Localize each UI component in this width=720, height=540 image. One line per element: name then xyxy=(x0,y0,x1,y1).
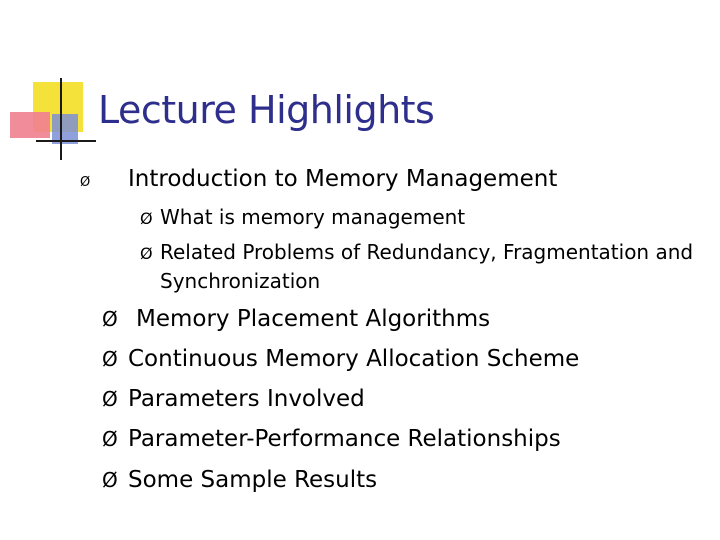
bullet-item xyxy=(102,426,561,452)
arrow-bullet-icon: Ø xyxy=(102,427,118,451)
bullet-item xyxy=(102,346,579,372)
bullet-item xyxy=(102,386,365,412)
sub-bullet-item xyxy=(140,238,700,296)
arrow-bullet-icon: Ø xyxy=(140,244,153,263)
sub-bullet-item xyxy=(140,205,465,229)
arrow-bullet-icon: Ø xyxy=(102,347,118,371)
decorative-logo xyxy=(0,0,110,170)
arrow-bullet-icon: Ø xyxy=(102,387,118,411)
sub-bullet-text: Related Problems of Redundancy, Fragmentation and Synchronization xyxy=(160,240,694,293)
slide-title: Lecture Highlights xyxy=(98,88,435,132)
sub-bullet-text: What is memory management xyxy=(160,205,466,229)
bullet-item xyxy=(102,306,490,332)
bullet-text: Parameters Involved xyxy=(128,386,365,412)
logo-red-bar xyxy=(10,112,50,138)
bullet-text: Parameter-Performance Relationships xyxy=(128,426,561,452)
bullet-text: Some Sample Results xyxy=(128,467,378,493)
logo-horizontal-line xyxy=(36,140,96,142)
bullet-text: Memory Placement Algorithms xyxy=(136,306,491,332)
logo-vertical-line xyxy=(60,78,62,160)
arrow-bullet-icon: Ø xyxy=(140,209,153,228)
bullet-text: Continuous Memory Allocation Scheme xyxy=(128,346,580,372)
arrow-bullet-icon: Ø xyxy=(80,175,91,190)
arrow-bullet-icon: Ø xyxy=(102,468,118,492)
bullet-item xyxy=(102,467,377,493)
bullet-item xyxy=(80,166,557,192)
arrow-bullet-icon: Ø xyxy=(102,307,118,331)
bullet-text: Introduction to Memory Management xyxy=(128,166,558,192)
